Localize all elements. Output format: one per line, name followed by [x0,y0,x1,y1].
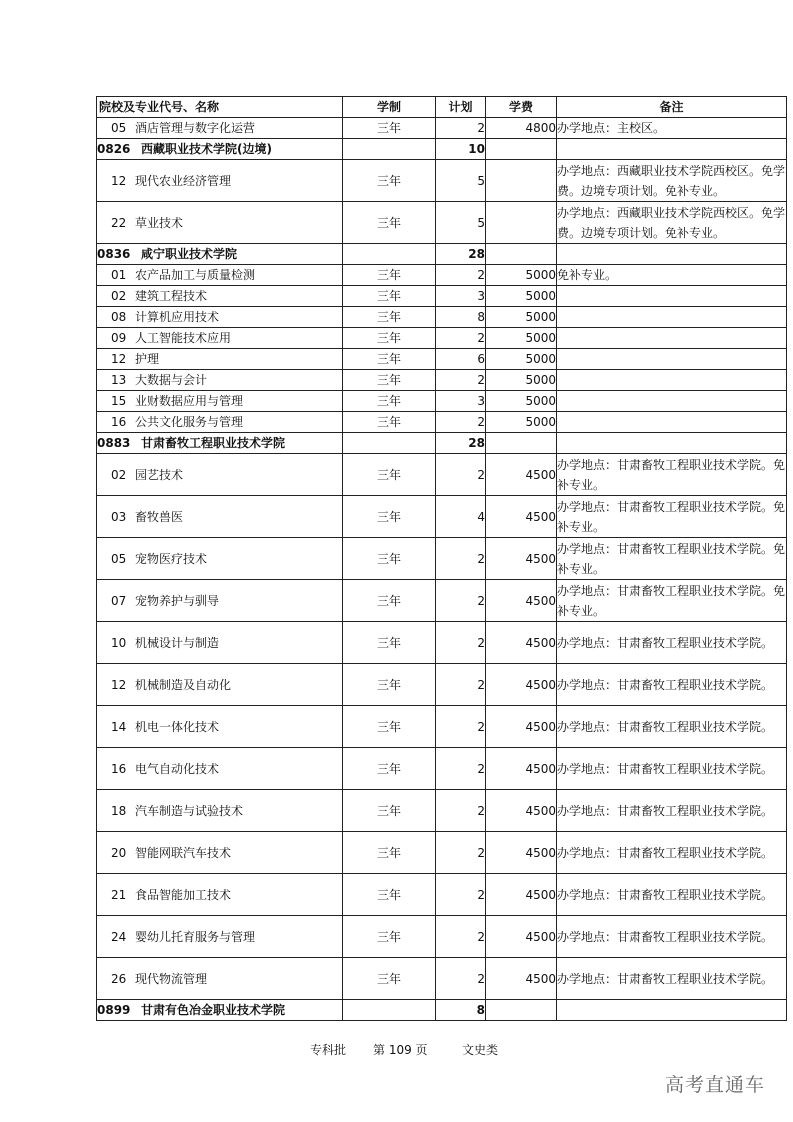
major-plan-cell: 2 [436,118,486,139]
major-duration-cell: 三年 [343,286,436,307]
major-row [97,307,787,328]
major-note-cell: 办学地点：西藏职业技术学院西校区。免学费。边境专项计划。免补专业。 [557,202,787,244]
major-name: 公共文化服务与管理 [135,415,244,429]
major-code: 09 [111,331,127,345]
major-duration-cell: 三年 [343,664,436,706]
school-duration-cell [343,433,436,454]
major-duration-cell: 三年 [343,370,436,391]
major-name: 宠物养护与驯导 [135,593,220,608]
major-note-cell: 免补专业。 [557,265,787,286]
major-name-cell [97,580,343,622]
major-name-cell [97,286,343,307]
page-footer [0,1041,793,1059]
major-duration-cell: 三年 [343,538,436,580]
school-plan-cell: 10 [436,139,486,160]
major-plan-cell: 4 [436,496,486,538]
major-name-cell [97,790,343,832]
school-code: 0826 [97,142,131,156]
major-name-cell [97,328,343,349]
enrollment-plan-table [96,96,787,1021]
major-note-cell: 办学地点：甘肃畜牧工程职业技术学院。 [557,958,787,1000]
major-code: 16 [111,761,127,776]
major-name: 现代农业经济管理 [135,173,232,188]
major-code: 26 [111,971,127,986]
major-plan-cell: 2 [436,328,486,349]
school-duration-cell [343,244,436,265]
major-plan-cell: 2 [436,832,486,874]
header-name: 院校及专业代号、名称 [97,97,343,118]
major-note-cell: 办学地点：主校区。 [557,118,787,139]
school-name-cell [97,1000,343,1021]
header-fee: 学费 [486,97,557,118]
school-fee-cell [486,433,557,454]
major-note-cell [557,412,787,433]
major-fee-cell: 5000 [486,307,557,328]
major-name: 农产品加工与质量检测 [135,268,256,282]
major-note-cell: 办学地点：甘肃畜牧工程职业技术学院。免补专业。 [557,538,787,580]
major-name-cell [97,832,343,874]
major-code: 24 [111,929,127,944]
major-name-cell [97,538,343,580]
major-name-cell [97,391,343,412]
major-name-cell [97,622,343,664]
major-fee-cell: 4500 [486,664,557,706]
school-code: 0883 [97,436,131,450]
major-code: 21 [111,887,127,902]
major-row [97,538,787,580]
footer-category: 文史类 [462,1043,499,1057]
school-name-cell [97,139,343,160]
major-note-cell: 办学地点：甘肃畜牧工程职业技术学院。 [557,916,787,958]
major-code: 10 [111,635,127,650]
school-code: 0899 [97,1003,131,1017]
major-plan-cell: 6 [436,349,486,370]
major-fee-cell: 4500 [486,874,557,916]
major-name: 草业技术 [135,215,184,230]
major-name: 计算机应用技术 [135,310,220,324]
major-plan-cell: 2 [436,748,486,790]
major-name: 业财数据应用与管理 [135,394,244,408]
school-plan-cell: 28 [436,433,486,454]
major-note-cell: 办学地点：西藏职业技术学院西校区。免学费。边境专项计划。免补专业。 [557,160,787,202]
school-duration-cell [343,1000,436,1021]
major-duration-cell: 三年 [343,832,436,874]
major-code: 03 [111,509,127,524]
major-duration-cell: 三年 [343,958,436,1000]
major-name-cell [97,370,343,391]
major-fee-cell: 4500 [486,790,557,832]
school-row [97,1000,787,1021]
major-name-cell [97,916,343,958]
major-row [97,790,787,832]
major-row [97,391,787,412]
major-row [97,454,787,496]
major-row [97,580,787,622]
major-note-cell: 办学地点：甘肃畜牧工程职业技术学院。 [557,874,787,916]
major-code: 02 [111,289,127,303]
major-fee-cell: 4500 [486,832,557,874]
major-name: 人工智能技术应用 [135,331,232,345]
major-code: 22 [111,215,127,230]
major-name: 宠物医疗技术 [135,551,208,566]
major-duration-cell: 三年 [343,307,436,328]
footer-batch: 专科批 [310,1043,347,1057]
major-fee-cell: 4500 [486,580,557,622]
major-fee-cell: 5000 [486,286,557,307]
major-note-cell [557,307,787,328]
major-row [97,622,787,664]
major-name-cell [97,496,343,538]
watermark: 高考直通车 [664,1074,765,1096]
school-note-cell [557,1000,787,1021]
school-plan-cell: 8 [436,1000,486,1021]
major-note-cell: 办学地点：甘肃畜牧工程职业技术学院。 [557,832,787,874]
major-fee-cell: 5000 [486,370,557,391]
major-row [97,874,787,916]
major-duration-cell: 三年 [343,265,436,286]
school-name: 西藏职业技术学院(边境) [141,142,272,156]
major-duration-cell: 三年 [343,580,436,622]
major-code: 15 [111,394,127,408]
school-fee-cell [486,139,557,160]
major-duration-cell: 三年 [343,622,436,664]
major-duration-cell: 三年 [343,916,436,958]
major-plan-cell: 2 [436,454,486,496]
major-row [97,958,787,1000]
major-plan-cell: 2 [436,370,486,391]
major-plan-cell: 3 [436,391,486,412]
major-plan-cell: 2 [436,265,486,286]
major-name: 机械设计与制造 [135,635,220,650]
major-duration-cell: 三年 [343,412,436,433]
major-code: 05 [111,551,127,566]
major-note-cell [557,286,787,307]
header-plan: 计划 [436,97,486,118]
school-fee-cell [486,1000,557,1021]
major-fee-cell [486,202,557,244]
major-row [97,916,787,958]
major-plan-cell: 2 [436,706,486,748]
major-fee-cell: 4500 [486,496,557,538]
major-code: 13 [111,373,127,387]
major-note-cell [557,349,787,370]
major-note-cell: 办学地点：甘肃畜牧工程职业技术学院。免补专业。 [557,496,787,538]
major-note-cell: 办学地点：甘肃畜牧工程职业技术学院。免补专业。 [557,580,787,622]
major-name: 智能网联汽车技术 [135,845,232,860]
school-fee-cell [486,244,557,265]
major-code: 18 [111,803,127,818]
major-fee-cell: 5000 [486,265,557,286]
major-plan-cell: 2 [436,580,486,622]
major-plan-cell: 2 [436,538,486,580]
major-name-cell [97,307,343,328]
header-note: 备注 [557,97,787,118]
major-note-cell: 办学地点：甘肃畜牧工程职业技术学院。免补专业。 [557,454,787,496]
major-row [97,832,787,874]
major-name-cell [97,265,343,286]
major-plan-cell: 8 [436,307,486,328]
major-row [97,412,787,433]
school-name-cell [97,244,343,265]
major-duration-cell: 三年 [343,790,436,832]
major-row [97,748,787,790]
table-header-row [97,97,787,118]
major-fee-cell: 4500 [486,916,557,958]
school-row [97,244,787,265]
major-duration-cell: 三年 [343,454,436,496]
major-fee-cell: 4500 [486,454,557,496]
major-note-cell: 办学地点：甘肃畜牧工程职业技术学院。 [557,664,787,706]
major-row [97,118,787,139]
major-duration-cell: 三年 [343,118,436,139]
school-name-cell [97,433,343,454]
major-code: 14 [111,719,127,734]
major-note-cell: 办学地点：甘肃畜牧工程职业技术学院。 [557,622,787,664]
major-note-cell: 办学地点：甘肃畜牧工程职业技术学院。 [557,706,787,748]
major-name-cell [97,412,343,433]
major-plan-cell: 2 [436,790,486,832]
school-note-cell [557,433,787,454]
major-fee-cell: 5000 [486,349,557,370]
major-fee-cell: 4500 [486,958,557,1000]
major-name-cell [97,160,343,202]
major-row [97,286,787,307]
major-fee-cell: 4500 [486,706,557,748]
major-row [97,664,787,706]
major-plan-cell: 3 [436,286,486,307]
major-duration-cell: 三年 [343,349,436,370]
major-row [97,706,787,748]
major-duration-cell: 三年 [343,874,436,916]
major-row [97,328,787,349]
major-fee-cell: 4800 [486,118,557,139]
major-plan-cell: 5 [436,202,486,244]
major-name-cell [97,706,343,748]
major-plan-cell: 2 [436,874,486,916]
major-code: 20 [111,845,127,860]
major-code: 12 [111,173,127,188]
major-fee-cell: 4500 [486,748,557,790]
school-name: 甘肃畜牧工程职业技术学院 [141,436,286,450]
major-fee-cell [486,160,557,202]
major-note-cell [557,391,787,412]
school-row [97,139,787,160]
major-code: 07 [111,593,127,608]
major-code: 12 [111,352,127,366]
major-note-cell [557,328,787,349]
major-row [97,496,787,538]
major-name: 机械制造及自动化 [135,677,232,692]
major-fee-cell: 5000 [486,328,557,349]
major-row [97,349,787,370]
major-name-cell [97,202,343,244]
major-name-cell [97,748,343,790]
major-name: 电气自动化技术 [135,761,220,776]
major-duration-cell: 三年 [343,748,436,790]
major-name: 食品智能加工技术 [135,887,232,902]
major-plan-cell: 2 [436,622,486,664]
major-plan-cell: 2 [436,412,486,433]
school-name: 甘肃有色冶金职业技术学院 [141,1003,286,1017]
major-name-cell [97,349,343,370]
school-row [97,433,787,454]
major-duration-cell: 三年 [343,706,436,748]
major-duration-cell: 三年 [343,496,436,538]
major-row [97,202,787,244]
major-note-cell: 办学地点：甘肃畜牧工程职业技术学院。 [557,790,787,832]
major-fee-cell: 5000 [486,412,557,433]
major-name: 酒店管理与数字化运营 [135,121,256,135]
major-name-cell [97,664,343,706]
header-duration: 学制 [343,97,436,118]
major-plan-cell: 2 [436,664,486,706]
major-duration-cell: 三年 [343,202,436,244]
major-name: 婴幼儿托育服务与管理 [135,929,256,944]
major-note-cell [557,370,787,391]
school-name: 咸宁职业技术学院 [141,247,238,261]
major-duration-cell: 三年 [343,391,436,412]
major-name: 建筑工程技术 [135,289,208,303]
major-name: 机电一体化技术 [135,719,220,734]
school-plan-cell: 28 [436,244,486,265]
major-name: 畜牧兽医 [135,509,184,524]
school-note-cell [557,139,787,160]
school-note-cell [557,244,787,265]
footer-page-number: 第 109 页 [373,1043,428,1057]
school-code: 0836 [97,247,131,261]
table-body [97,118,787,1021]
major-plan-cell: 5 [436,160,486,202]
major-name: 汽车制造与试验技术 [135,803,244,818]
major-name-cell [97,874,343,916]
major-name: 园艺技术 [135,467,184,482]
major-name-cell [97,958,343,1000]
major-code: 08 [111,310,127,324]
major-duration-cell: 三年 [343,160,436,202]
major-fee-cell: 4500 [486,622,557,664]
major-fee-cell: 5000 [486,391,557,412]
major-row [97,265,787,286]
major-code: 02 [111,467,127,482]
major-code: 16 [111,415,127,429]
major-name-cell [97,118,343,139]
major-name: 大数据与会计 [135,373,208,387]
major-note-cell: 办学地点：甘肃畜牧工程职业技术学院。 [557,748,787,790]
major-row [97,160,787,202]
major-row [97,370,787,391]
major-name: 护理 [135,352,160,366]
major-name: 现代物流管理 [135,971,208,986]
major-code: 05 [111,121,127,135]
major-plan-cell: 2 [436,958,486,1000]
major-plan-cell: 2 [436,916,486,958]
major-code: 01 [111,268,127,282]
major-fee-cell: 4500 [486,538,557,580]
school-duration-cell [343,139,436,160]
major-code: 12 [111,677,127,692]
major-duration-cell: 三年 [343,328,436,349]
major-name-cell [97,454,343,496]
